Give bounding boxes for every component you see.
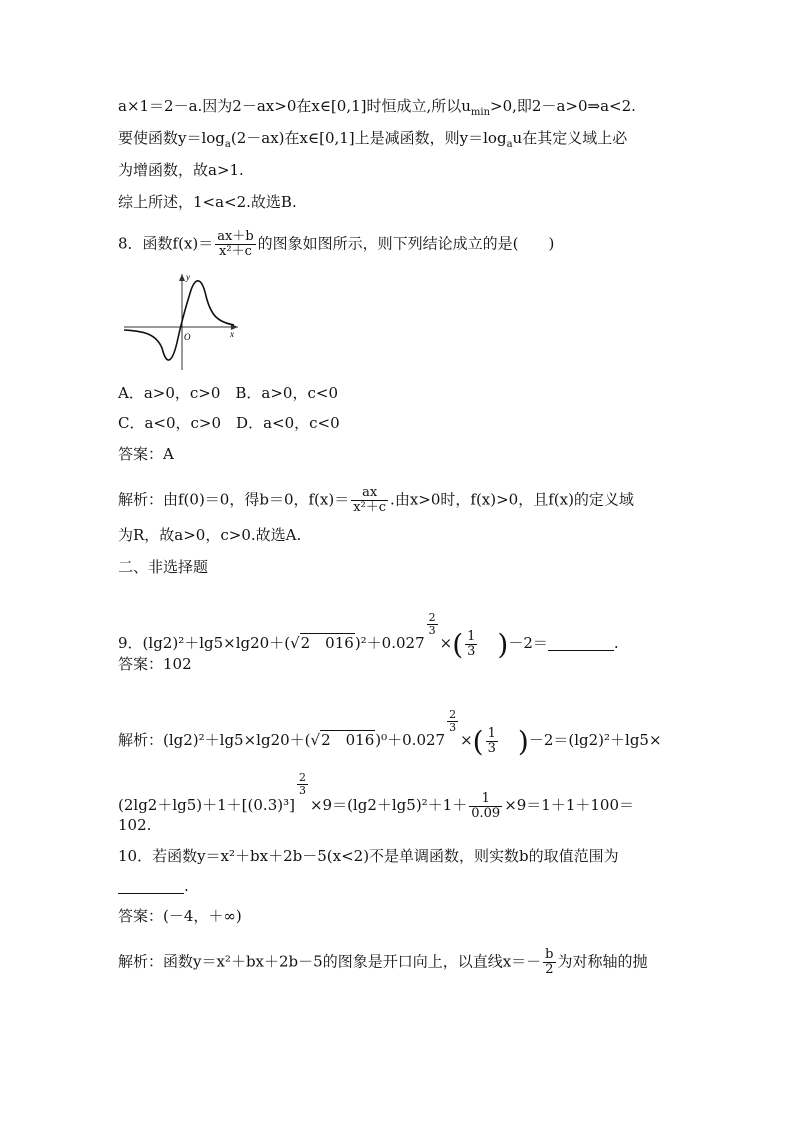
fraction bbox=[469, 792, 502, 821]
answer-10: 答案：(－4，＋∞) bbox=[118, 907, 242, 925]
radicand: 2 016 bbox=[321, 731, 375, 749]
subscript: a bbox=[506, 139, 513, 150]
numerator: b bbox=[545, 947, 554, 962]
fraction bbox=[351, 486, 388, 515]
denominator: 3 bbox=[449, 721, 457, 734]
text: －2＝(lg2)²＋lg5× bbox=[528, 731, 662, 749]
question-8 bbox=[118, 230, 554, 259]
exponent bbox=[447, 709, 458, 734]
text: ×9＝(lg2＋lg5)²＋1＋ bbox=[309, 796, 468, 814]
text: . bbox=[613, 634, 619, 652]
sqrt: √2 016 bbox=[310, 731, 375, 749]
answer-8: 答案：A bbox=[118, 445, 174, 463]
numerator: ax bbox=[362, 485, 378, 500]
text: . bbox=[184, 877, 189, 895]
numerator: 2 bbox=[428, 611, 436, 624]
text-line-1 bbox=[118, 96, 636, 123]
denominator: 3 bbox=[487, 740, 496, 756]
text-line-2 bbox=[118, 128, 627, 155]
numerator: 1 bbox=[467, 628, 476, 644]
text: ×9＝1＋1＋100＝ bbox=[504, 796, 635, 814]
denominator: 2 bbox=[543, 962, 555, 977]
paren-close: ) bbox=[517, 725, 529, 758]
numerator: 1 bbox=[487, 725, 496, 741]
denominator: 3 bbox=[428, 624, 436, 637]
paren-open: ( bbox=[472, 725, 484, 758]
denominator: x²＋c bbox=[215, 244, 255, 259]
text: )⁰＋0.027 bbox=[375, 731, 446, 749]
solution-9-line-1 bbox=[118, 709, 662, 756]
text: 9．(lg2)²＋lg5×lg20＋( bbox=[118, 634, 291, 652]
answer-blank bbox=[118, 879, 184, 894]
paren-close: ) bbox=[497, 628, 509, 661]
text: (2lg2＋lg5)＋1＋[(0.3)³] bbox=[118, 796, 295, 814]
fraction bbox=[215, 230, 255, 259]
text: 解析：由f(0)＝0，得b＝0，f(x)＝ bbox=[118, 490, 350, 509]
text: 的图象如图所示，则下列结论成立的是( ) bbox=[257, 234, 555, 253]
text: 为对称轴的抛 bbox=[557, 952, 648, 971]
exponent bbox=[297, 772, 308, 797]
solution-9-line-2 bbox=[118, 772, 634, 821]
section-heading: 二、非选择题 bbox=[118, 558, 209, 576]
text: －2＝ bbox=[508, 634, 548, 652]
question-9 bbox=[118, 612, 619, 659]
text: 8．函数f(x)＝ bbox=[118, 234, 214, 253]
text: .由x>0时，f(x)>0，且f(x)的定义域 bbox=[390, 490, 634, 509]
graph-label-y: y bbox=[186, 272, 190, 282]
solution-8-line-2: 为R，故a>0，c>0.故选A. bbox=[118, 526, 302, 544]
numerator: 2 bbox=[298, 771, 306, 784]
function-graph bbox=[118, 270, 243, 376]
text: >0,即2－a>0⇒a<2. bbox=[490, 97, 636, 115]
subscript: a bbox=[224, 139, 231, 150]
graph-label-origin: O bbox=[184, 332, 191, 342]
denominator: 3 bbox=[298, 784, 306, 797]
question-10: 10．若函数y＝x²＋bx＋2b－5(x<2)不是单调函数，则实数b的取值范围为 bbox=[118, 847, 619, 865]
text: × bbox=[439, 634, 453, 652]
text: (2－ax)在x∈[0,1]上是减函数，则y＝log bbox=[230, 129, 507, 147]
text-line-4: 综上所述，1<a<2.故选B. bbox=[118, 193, 297, 211]
fraction bbox=[486, 727, 498, 756]
numerator: ax＋b bbox=[217, 229, 254, 244]
numerator: 2 bbox=[449, 708, 457, 721]
sqrt: √2 016 bbox=[290, 634, 354, 652]
text: 解析：(lg2)²＋lg5×lg20＋( bbox=[118, 731, 311, 749]
solution-10-line-1 bbox=[118, 948, 648, 977]
radicand: 2 016 bbox=[300, 634, 354, 652]
question-10-line-2 bbox=[118, 876, 189, 896]
paren-open: ( bbox=[452, 628, 464, 661]
denominator: x²＋c bbox=[353, 500, 387, 515]
numerator: 1 bbox=[481, 790, 490, 806]
denominator: 0.09 bbox=[471, 805, 501, 821]
text: u在其定义域上必 bbox=[512, 129, 628, 147]
answer-9: 答案：102 bbox=[118, 655, 192, 673]
subscript: min bbox=[470, 107, 491, 118]
text-line-3: 为增函数，故a>1. bbox=[118, 161, 244, 179]
options-ab: A．a>0，c>0 B．a>0，c<0 bbox=[118, 384, 338, 402]
function-curve bbox=[124, 281, 234, 360]
text: )²＋0.027 bbox=[354, 634, 425, 652]
graph-label-x: x bbox=[230, 329, 234, 339]
text: × bbox=[460, 731, 473, 749]
answer-blank bbox=[548, 636, 614, 651]
options-cd: C．a<0，c>0 D．a<0，c<0 bbox=[118, 414, 340, 432]
denominator: 3 bbox=[467, 643, 476, 659]
solution-8-line-1 bbox=[118, 486, 634, 515]
fraction bbox=[543, 948, 555, 977]
solution-9-line-3: 102. bbox=[118, 816, 152, 834]
text: a×1＝2－a.因为2－ax>0在x∈[0,1]时恒成立,所以u bbox=[118, 97, 471, 115]
text: 解析：函数y＝x²＋bx＋2b－5的图象是开口向上，以直线x＝－ bbox=[118, 952, 542, 971]
y-axis-arrow bbox=[179, 274, 185, 281]
fraction bbox=[465, 630, 477, 659]
exponent bbox=[427, 612, 438, 637]
text: 要使函数y＝log bbox=[118, 129, 225, 147]
